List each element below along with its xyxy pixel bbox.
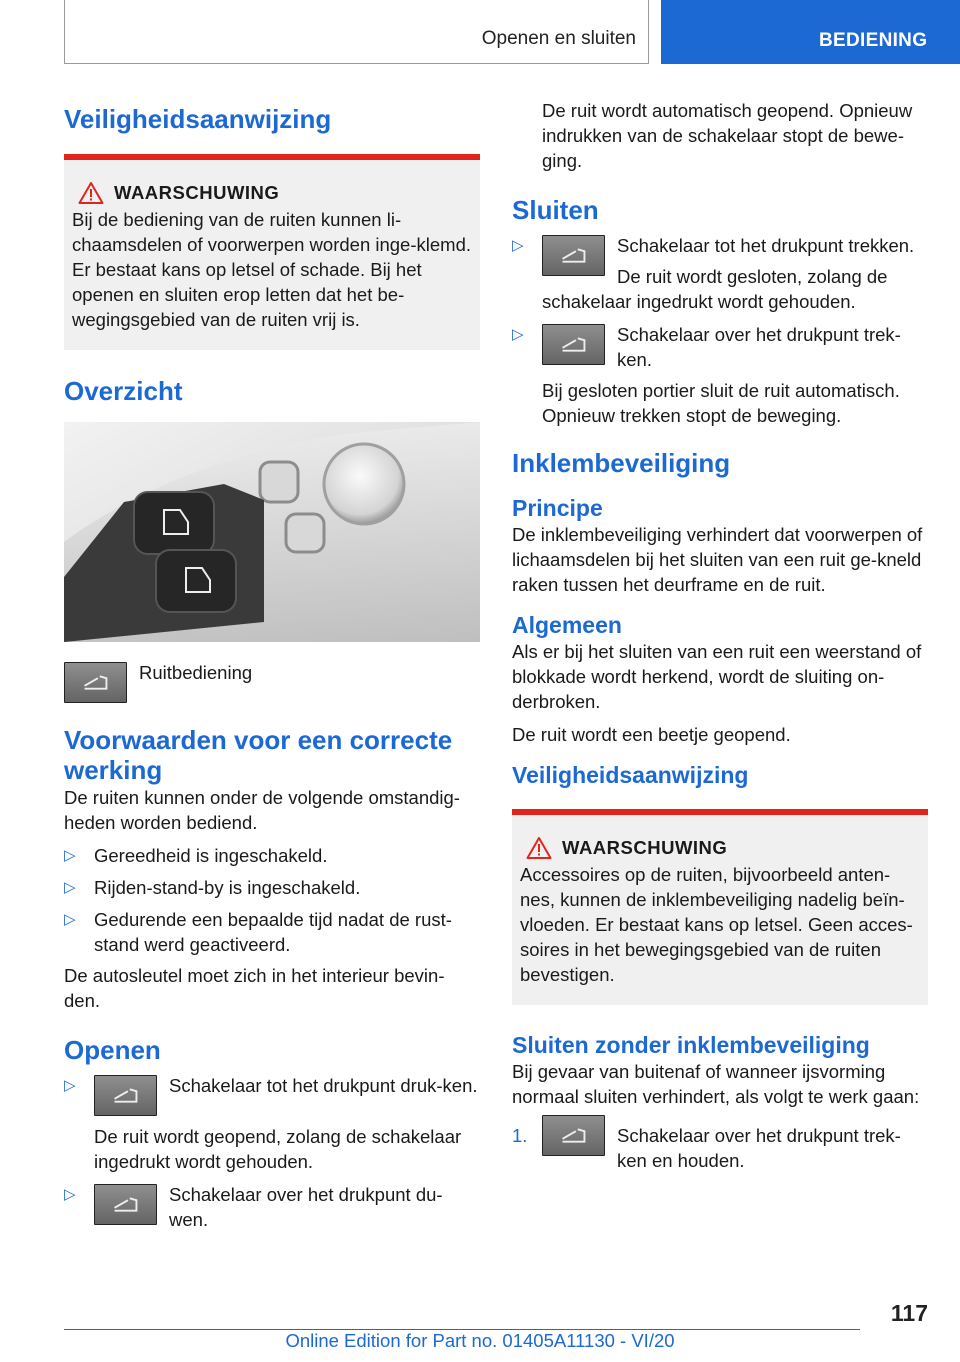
- safety-heading-2: Veiligheidsaanwijzing: [512, 762, 749, 788]
- step-number: 1.: [512, 1125, 528, 1146]
- bullet-triangle-icon: ▷: [64, 847, 76, 864]
- step-text: Schakelaar over het drukpunt trek-ken en houden.: [617, 1125, 901, 1171]
- close-without-protection-heading: Sluiten zonder inklembeveiliging: [512, 1032, 870, 1058]
- warning-triangle-icon: [78, 181, 104, 205]
- conditions-intro: De ruiten kunnen onder de volgende omstandig-heden worden bediend.: [64, 787, 460, 833]
- list-item: ▷ Schakelaar over het drukpunt trek-ken. Bij gesloten portier sluit de ruit automatisch. Opnieuw trekken stopt de beweging.: [512, 324, 901, 426]
- warning-box-2: [512, 809, 928, 1005]
- list-item: ▷ Schakelaar tot het drukpunt trekken. De ruit wordt gesloten, zolang de schakelaar ingedrukt wordt gehouden.: [512, 235, 915, 312]
- list-item: ▷ Gedurende een bepaalde tijd nadat de rust-stand werd geactiveerd.: [64, 909, 452, 955]
- warning-triangle-icon: [526, 836, 552, 860]
- list-item: ▷ Schakelaar tot het drukpunt druk-ken. De ruit wordt geopend, zolang de schakelaar ingedrukt wordt gehouden.: [64, 1075, 478, 1172]
- footer-edition[interactable]: Online Edition for Part no. 01405A11130 - VI/20: [285, 1330, 675, 1351]
- caption-row: [64, 660, 480, 705]
- conditions-heading: Voorwaarden voor een correcte werking: [64, 725, 453, 785]
- page-number: 117: [890, 1300, 928, 1326]
- right-column: [512, 98, 928, 1173]
- caption-text: Ruitbediening: [139, 662, 253, 683]
- bullet-triangle-icon: ▷: [512, 326, 524, 343]
- window-switch-icon: [542, 1115, 605, 1156]
- window-switch-icon: [94, 1184, 157, 1225]
- left-column: [64, 98, 480, 1232]
- header-section-title: Openen en sluiten: [481, 28, 636, 49]
- list-item: ▷ Schakelaar over het drukpunt du-wen.: [64, 1184, 443, 1230]
- bullet-triangle-icon: ▷: [64, 911, 76, 928]
- open-heading: Openen: [64, 1035, 161, 1065]
- bullet-triangle-icon: ▷: [64, 1186, 76, 1203]
- window-switch-icon: [542, 324, 605, 365]
- general-heading: Algemeen: [512, 612, 622, 638]
- conditions-note: De autosleutel moet zich in het interieur bevin-den.: [64, 965, 445, 1011]
- close-list: [512, 233, 928, 428]
- list-item: ▷ Gereedheid is ingeschakeld.: [64, 845, 328, 866]
- overview-heading: Overzicht: [64, 376, 183, 406]
- warning-title: WAARSCHUWING: [78, 180, 472, 205]
- general-text-2: De ruit wordt een beetje geopend.: [512, 724, 791, 745]
- principle-text: De inklembeveiliging verhindert dat voorwerpen of lichaamsdelen bij het sluiten van een ruit ge-kneld raken tussen het deurframe en de ruit.: [512, 524, 923, 595]
- warning-box: [64, 154, 480, 350]
- window-switch-icon: [64, 662, 127, 703]
- header-chapter-tab[interactable]: BEDIENING: [661, 0, 960, 64]
- window-switch-photo: [64, 422, 480, 642]
- window-switch-icon: [542, 235, 605, 276]
- warning-text: Bij de bediening van de ruiten kunnen li-chaamsdelen of voorwerpen worden inge-klemd. Er bestaat kans op letsel of schade. Bij het openen en sluiten erop letten dat het be-wegingsgebied van de ruiten vrij is.: [72, 209, 471, 330]
- header-section-box: [64, 0, 649, 64]
- step-item: [512, 1123, 928, 1173]
- principle-heading: Principe: [512, 495, 603, 521]
- close-heading: Sluiten: [512, 195, 599, 225]
- pinch-protection-heading: Inklembeveiliging: [512, 448, 731, 478]
- open-list: [64, 1073, 480, 1232]
- window-switch-icon: [94, 1075, 157, 1116]
- bullet-triangle-icon: ▷: [64, 1077, 76, 1094]
- warning-text-2: Accessoires op de ruiten, bijvoorbeeld anten-nes, kunnen de inklembeveiliging nadelig beïn-vloeden. Er bestaat kans op letsel. Geen acces-soires in het bewegingsgebied van de ruiten bevestigen.: [520, 864, 913, 985]
- general-text: Als er bij het sluiten van een ruit een weerstand of blokkade wordt herkend, wordt de sluiting on-derbroken.: [512, 641, 922, 712]
- warning-title-2: WAARSCHUWING: [526, 835, 920, 860]
- bullet-triangle-icon: ▷: [64, 879, 76, 896]
- list-item: ▷ Rijden-stand-by is ingeschakeld.: [64, 877, 361, 898]
- safety-heading: Veiligheidsaanwijzing: [64, 104, 332, 134]
- close-without-protection-intro: Bij gevaar van buitenaf of wanneer ijsvorming normaal sluiten verhindert, als volgt te werk gaan:: [512, 1061, 920, 1107]
- bullet-triangle-icon: ▷: [512, 237, 524, 254]
- open-continued: De ruit wordt automatisch geopend. Opnieuw indrukken van de schakelaar stopt de bewe-ging.: [542, 100, 913, 171]
- conditions-list: [64, 843, 480, 957]
